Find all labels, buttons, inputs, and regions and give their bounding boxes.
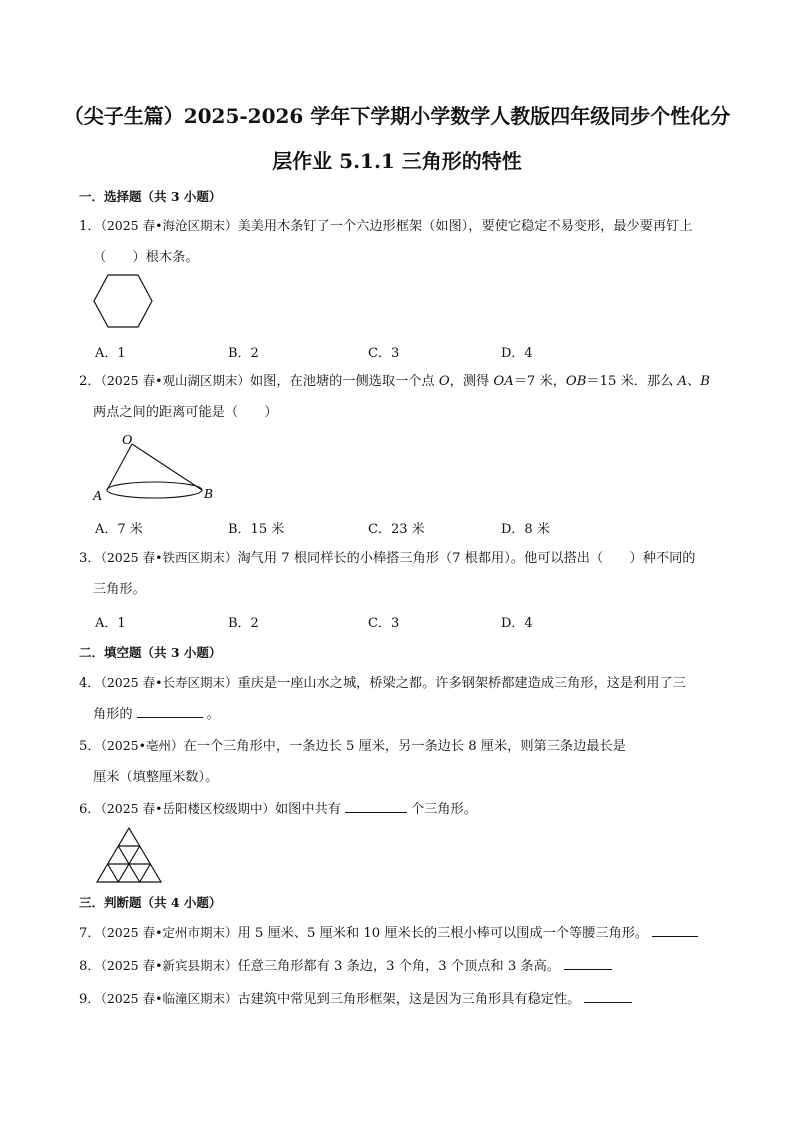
option-d[interactable]: D．4 <box>501 346 533 361</box>
question-source: （2025 春•岳阳楼区校级期中） <box>100 801 275 816</box>
question-number: 6． <box>79 802 101 817</box>
question-number: 7． <box>79 926 101 941</box>
label-a: A <box>93 489 102 504</box>
question-source: （2025 春•铁西区期末） <box>100 550 238 565</box>
var-a: A <box>677 374 688 389</box>
question-text: ，测得 <box>449 374 494 389</box>
question-text-continued: 厘米（填整厘米数）。 <box>93 770 219 785</box>
question-text: 重庆是一座山水之城，桥梁之都。许多钢架桥都建造成三角形，这是利用了三 <box>237 676 686 691</box>
question-number: 3． <box>79 551 101 566</box>
question-text: 美美用木条钉了一个六边形框架（如图），要使它稳定不易变形，最少要再钉上 <box>237 219 693 234</box>
question-9 <box>79 983 724 1015</box>
var-o: O <box>438 374 450 389</box>
question-text-continued: 角形的 <box>93 707 133 722</box>
question-number: 5． <box>79 739 101 754</box>
question-text: 如图，在池塘的一侧选取一个点 <box>250 374 439 389</box>
triangle-grid-figure <box>95 826 163 884</box>
question-3 <box>79 542 724 605</box>
question-1 <box>79 210 724 273</box>
option-a[interactable]: A．1 <box>95 346 126 361</box>
question-text: 古建筑中常见到三角形框架，这是因为三角形具有稳定性。 <box>237 992 581 1007</box>
label-b: B <box>204 487 213 502</box>
question-text: 、 <box>687 374 701 389</box>
option-c[interactable]: C．3 <box>368 346 400 361</box>
question-text: 个三角形。 <box>410 802 477 817</box>
question-text: 如图中共有 <box>275 802 341 817</box>
question-text: 在一个三角形中，一条边长 5 厘米，另一条边长 8 厘米，则第三条边最长是 <box>183 739 626 754</box>
document-title-line2: 层作业 5.1.1 三角形的特性 <box>272 149 522 173</box>
question-text-continued: （ ）根木条。 <box>93 250 199 265</box>
hexagon-figure <box>92 273 154 329</box>
option-c[interactable]: C．3 <box>368 616 400 631</box>
question-number: 8． <box>79 959 101 974</box>
question-source: （2025 春•海沧区期末） <box>100 218 238 233</box>
answer-blank[interactable] <box>137 703 203 718</box>
document-title-line1: （尖子生篇）2025-2026 学年下学期小学数学人教版四年级同步个性化分 <box>63 104 731 128</box>
label-o: O <box>122 433 133 448</box>
pond-cone-figure <box>90 430 220 506</box>
answer-blank[interactable] <box>564 955 612 970</box>
option-a[interactable]: A．1 <box>95 616 126 631</box>
question-number: 4． <box>79 676 101 691</box>
question-4 <box>79 667 724 730</box>
question-source: （2025 春•新宾县期末） <box>100 958 238 973</box>
option-b[interactable]: B．15 米 <box>228 522 285 537</box>
question-source: （2025 春•临潼区期末） <box>100 991 238 1006</box>
question-2 <box>79 365 724 428</box>
question-number: 2． <box>79 374 101 389</box>
question-5 <box>79 730 724 793</box>
option-a[interactable]: A．7 米 <box>95 522 143 537</box>
question-text-continued: 。 <box>206 707 220 722</box>
option-d[interactable]: D．8 米 <box>501 522 550 537</box>
answer-blank[interactable] <box>584 988 632 1003</box>
question-source: （2025 春•定州市期末） <box>100 925 238 940</box>
question-number: 9． <box>79 992 101 1007</box>
question-text: 任意三角形都有 3 条边，3 个角，3 个顶点和 3 条高。 <box>237 959 560 974</box>
question-text: 淘气用 7 根同样长的小棒搭三角形（7 根都用）。他可以搭出（ ）种不同的 <box>237 551 696 566</box>
option-d[interactable]: D．4 <box>501 616 533 631</box>
question-source: （2025 春•长寿区期末） <box>100 675 238 690</box>
option-b[interactable]: B．2 <box>228 346 259 361</box>
option-b[interactable]: B．2 <box>228 616 259 631</box>
question-text: ＝15 米．那么 <box>586 374 678 389</box>
question-number: 1． <box>79 219 101 234</box>
question-text-continued: 三角形。 <box>93 582 146 597</box>
section-heading-choice: 一．选择题（共 3 小题） <box>79 189 222 204</box>
section-heading-fill: 二．填空题（共 3 小题） <box>79 645 222 660</box>
var-b: B <box>700 374 710 389</box>
option-c[interactable]: C．23 米 <box>368 522 425 537</box>
var-ob: OB <box>565 374 587 389</box>
question-text-continued: 两点之间的距离可能是（ ） <box>93 405 278 420</box>
question-text: 用 5 厘米、5 厘米和 10 厘米长的三根小棒可以围成一个等腰三角形。 <box>237 926 649 941</box>
question-7 <box>79 917 724 949</box>
question-8 <box>79 950 724 982</box>
question-source: （2025•亳州） <box>100 738 184 753</box>
answer-blank[interactable] <box>345 798 407 813</box>
question-6 <box>79 793 724 825</box>
var-oa: OA <box>493 374 514 389</box>
question-text: ＝7 米， <box>513 374 566 389</box>
section-heading-judge: 三．判断题（共 4 小题） <box>79 895 222 910</box>
answer-blank[interactable] <box>652 922 698 937</box>
question-source: （2025 春•观山湖区期末） <box>100 373 250 388</box>
